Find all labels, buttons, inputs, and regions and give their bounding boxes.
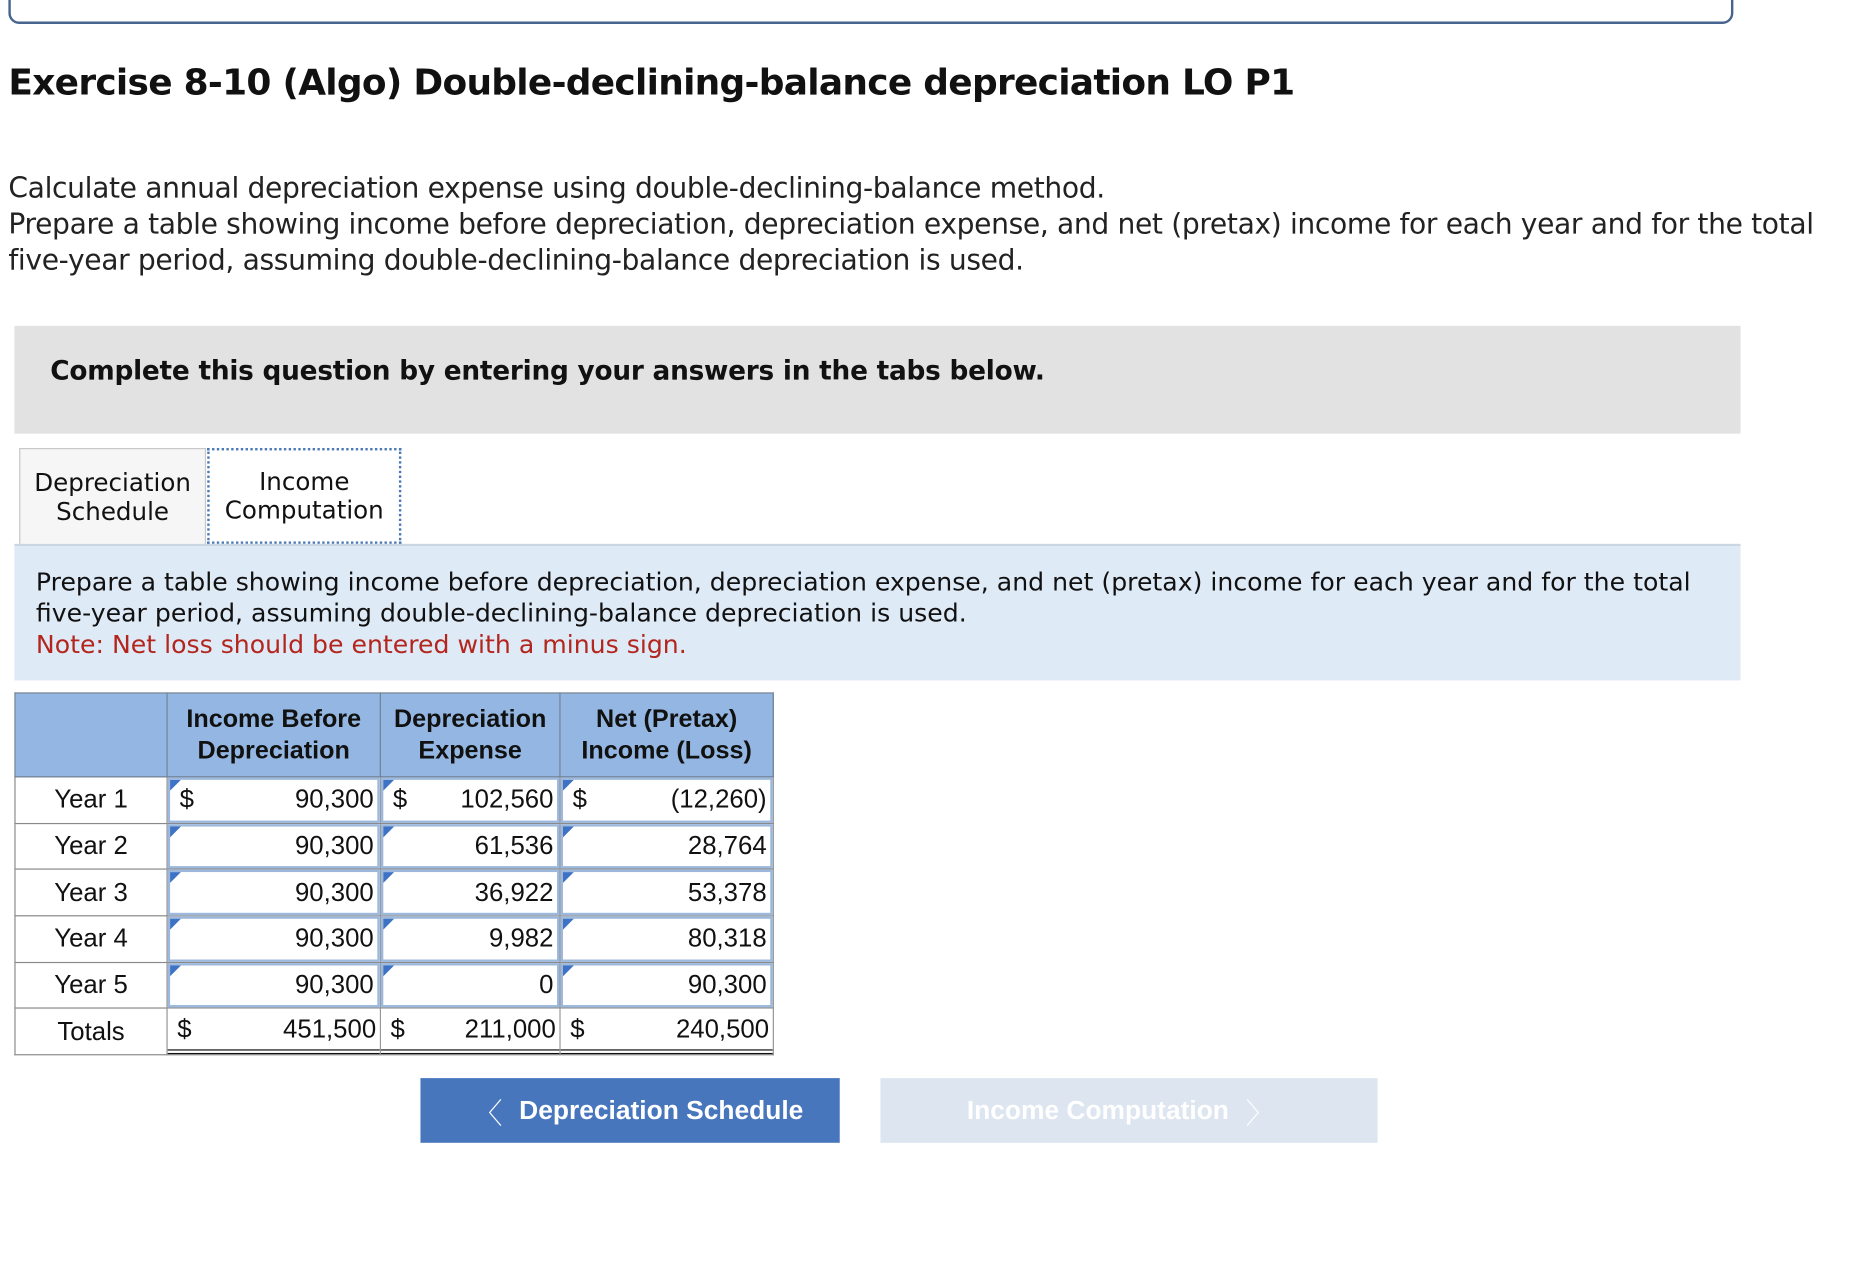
income-input[interactable] — [168, 824, 380, 869]
cell-value: 90,300 — [294, 831, 374, 861]
cell-value: 90,300 — [687, 970, 767, 1000]
row-label: Totals — [15, 1009, 167, 1055]
cell-value: 211,000 — [464, 1014, 556, 1044]
currency-symbol: $ — [390, 1014, 405, 1044]
table-row — [15, 870, 773, 916]
cell-value: 36,922 — [474, 877, 554, 907]
cell-value: 451,500 — [283, 1014, 377, 1044]
cell-value: 102,560 — [460, 785, 554, 814]
currency-symbol: $ — [392, 785, 408, 814]
depreciation-input[interactable] — [381, 824, 559, 869]
input-flag-icon — [170, 965, 181, 976]
input-flag-icon — [563, 826, 574, 837]
currency-symbol: $ — [179, 785, 195, 814]
cell-value: 61,536 — [474, 831, 554, 861]
column-header-net — [560, 693, 773, 777]
next-button-label: Income Computation — [966, 1094, 1229, 1125]
instructions-banner — [14, 326, 1740, 434]
net-income-input[interactable] — [561, 963, 773, 1008]
income-input[interactable] — [168, 870, 380, 915]
intro-text — [8, 170, 1829, 278]
depreciation-input[interactable] — [381, 963, 559, 1008]
intro-line-2: Prepare a table showing income before depreciation, depreciation expense, and net (pretax) income for each year and for the total five-year period, assuming double-declining-balance depreciation is used. — [8, 207, 1814, 277]
header-line1: Depreciation — [393, 704, 547, 733]
prompt-note: Note: Net loss should be entered with a minus sign. — [35, 630, 687, 659]
tab-income-computation[interactable] — [207, 448, 401, 544]
income-input[interactable] — [168, 777, 380, 822]
row-label: Year 1 — [15, 777, 167, 823]
cell-value: (12,260) — [670, 785, 767, 814]
tab-label-line2: Schedule — [56, 496, 170, 526]
header-line2: Depreciation — [197, 736, 350, 764]
currency-symbol: $ — [177, 1014, 192, 1044]
net-income-input[interactable] — [561, 870, 773, 915]
chevron-left-icon: 〈 — [473, 1097, 503, 1131]
header-line1: Income Before — [186, 704, 362, 733]
net-income-total — [561, 1009, 773, 1054]
cell-value: 28,764 — [687, 831, 767, 861]
cell-value: 53,378 — [687, 877, 767, 907]
row-label: Year 4 — [15, 916, 167, 962]
table-row — [15, 777, 773, 823]
input-flag-icon — [563, 873, 574, 884]
prev-tab-button[interactable] — [420, 1078, 839, 1143]
tab-depreciation-schedule[interactable] — [19, 448, 206, 544]
table-row — [15, 916, 773, 962]
input-flag-icon — [383, 826, 394, 837]
header-line2: Expense — [418, 736, 522, 764]
page-title: Exercise 8-10 (Algo) Double-declining-balance depreciation LO P1 — [8, 62, 1295, 105]
cell-value: 90,300 — [294, 877, 374, 907]
input-flag-icon — [563, 780, 574, 791]
row-label: Year 3 — [15, 870, 167, 916]
income-total — [168, 1009, 380, 1054]
column-header-income — [167, 693, 380, 777]
header-line1: Net (Pretax) — [596, 704, 738, 733]
input-flag-icon — [383, 780, 394, 791]
next-tab-button[interactable] — [880, 1078, 1377, 1143]
input-flag-icon — [383, 965, 394, 976]
column-header-depreciation — [380, 693, 560, 777]
prompt-text: Prepare a table showing income before depreciation, depreciation expense, and net (pretax) income for each year and for the total five-year period, assuming double-declining-balance depreciation is used. — [35, 567, 1691, 628]
cell-value: 90,300 — [294, 924, 374, 953]
depreciation-total — [381, 1009, 559, 1054]
previous-panel-frame — [8, 0, 1733, 24]
input-flag-icon — [563, 919, 574, 930]
cell-value: 80,318 — [687, 924, 767, 953]
prev-button-label: Depreciation Schedule — [519, 1094, 804, 1125]
cell-value: 0 — [539, 970, 554, 1000]
chevron-right-icon: 〉 — [1245, 1097, 1275, 1131]
tab-label-line1: Income — [259, 467, 350, 496]
cell-value: 9,982 — [488, 924, 554, 953]
input-flag-icon — [383, 919, 394, 930]
row-label: Year 2 — [15, 823, 167, 869]
table-row — [15, 823, 773, 869]
cell-value: 90,300 — [294, 970, 374, 1000]
net-income-input[interactable] — [561, 777, 773, 822]
tab-label-line2: Computation — [224, 495, 384, 525]
income-table — [14, 692, 773, 1055]
header-line2: Income (Loss) — [581, 736, 752, 764]
net-income-input[interactable] — [561, 916, 773, 961]
currency-symbol: $ — [572, 785, 587, 814]
depreciation-input[interactable] — [381, 777, 559, 822]
currency-symbol: $ — [570, 1014, 585, 1044]
depreciation-input[interactable] — [381, 870, 559, 915]
input-flag-icon — [170, 873, 181, 884]
intro-line-1: Calculate annual depreciation expense using double-declining-balance method. — [8, 171, 1105, 205]
instructions-text: Complete this question by entering your answers in the tabs below. — [50, 356, 1045, 387]
row-label: Year 5 — [15, 962, 167, 1008]
tab-label-line1: Depreciation — [34, 467, 191, 497]
income-input[interactable] — [168, 916, 380, 961]
input-flag-icon — [383, 873, 394, 884]
cell-value: 240,500 — [675, 1014, 770, 1044]
table-header-row — [15, 693, 773, 777]
net-income-input[interactable] — [561, 824, 773, 869]
table-row — [15, 962, 773, 1008]
question-prompt — [14, 546, 1740, 680]
input-flag-icon — [170, 919, 181, 930]
depreciation-input[interactable] — [381, 916, 559, 961]
totals-row — [15, 1009, 773, 1055]
cell-value: 90,300 — [294, 785, 374, 814]
input-flag-icon — [170, 826, 181, 837]
input-flag-icon — [563, 965, 574, 976]
income-input[interactable] — [168, 963, 380, 1008]
input-flag-icon — [170, 780, 181, 791]
corner-header — [15, 693, 167, 777]
